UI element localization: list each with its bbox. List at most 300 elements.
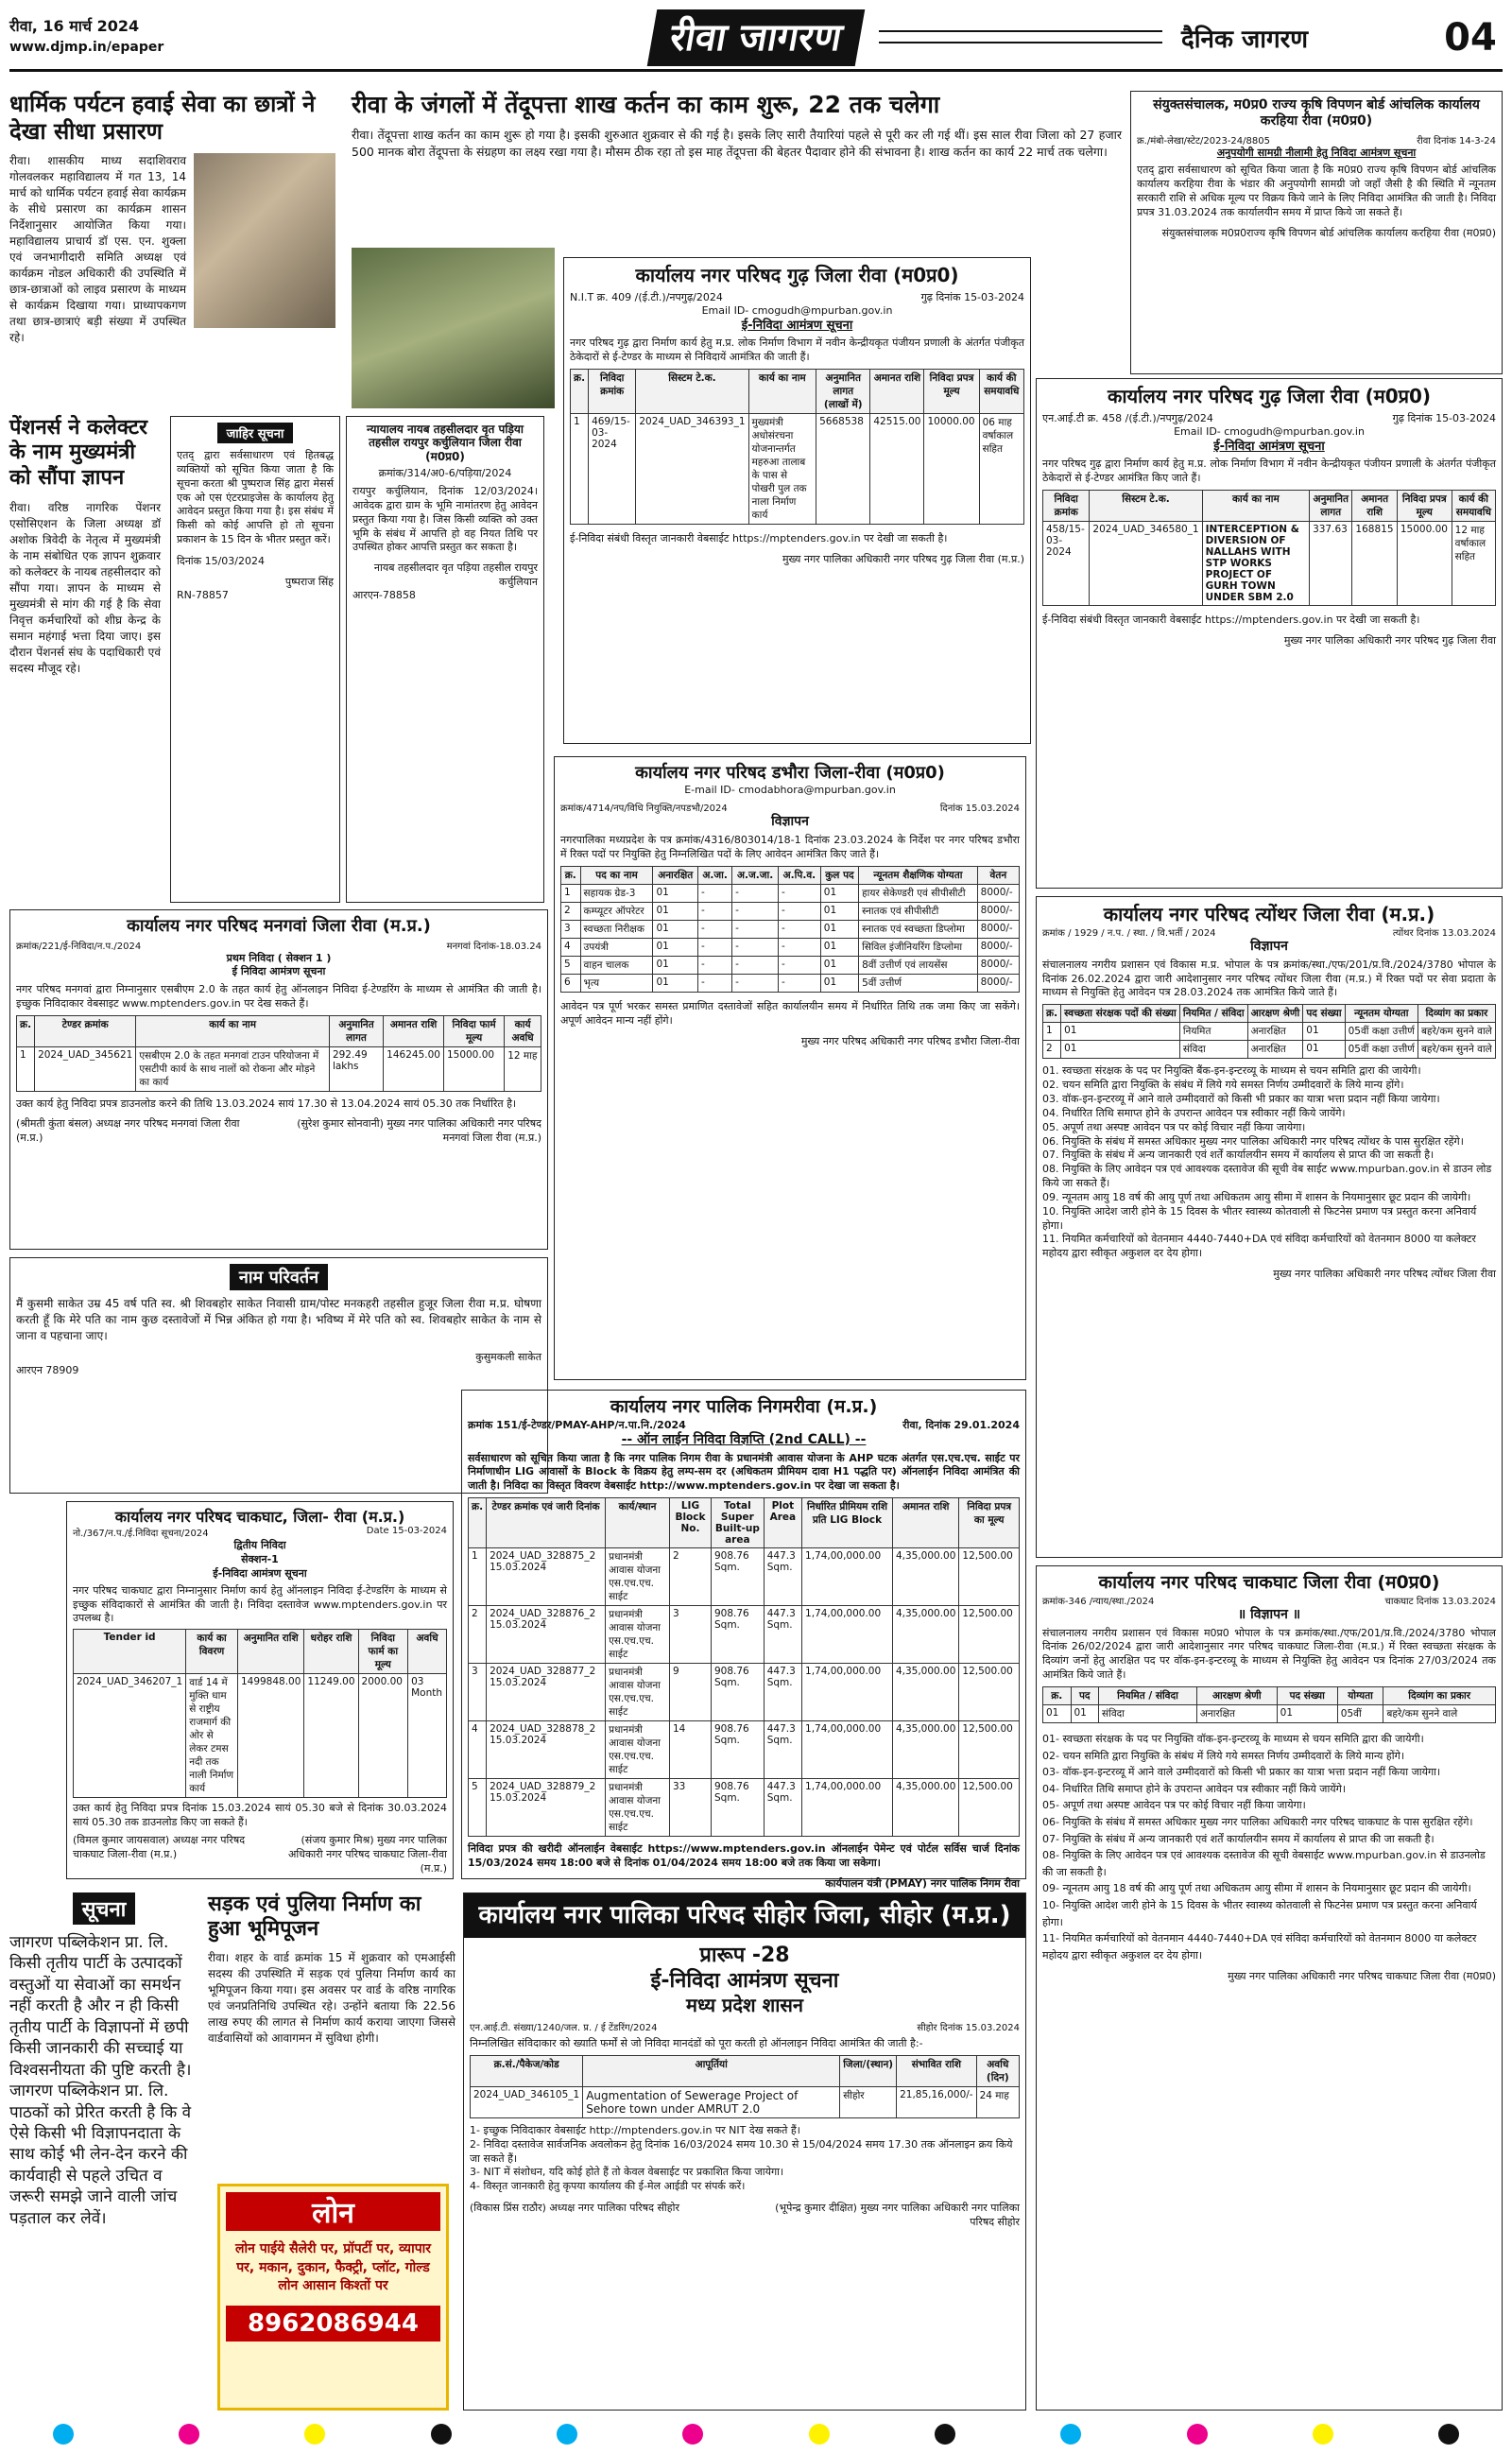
table-cell: 10000.00 [924, 414, 979, 525]
notice-ref: नो./367/न.प./ई.निविदा सूचना/2024 [73, 1529, 209, 1540]
table-cell: 5 [469, 1779, 487, 1837]
table-row [1043, 522, 1496, 606]
table-row [74, 1674, 447, 1798]
notice-signer: मुख्य नगर पालिका अधिकारी नगर परिषद त्योंथर जिला रीवा [1273, 1268, 1496, 1281]
notice-date: दिनांक 15/03/2024 [177, 554, 265, 567]
notice-chakghat-2 [1036, 1565, 1503, 2411]
notice-disclaimer [9, 1892, 198, 2411]
table-header: नियमित / संविदा [1179, 1005, 1247, 1023]
table-header: अनुमानित लागत (लाखों में) [816, 370, 870, 414]
table-cell: उपयंत्री [580, 938, 653, 956]
ad-phone[interactable]: 8962086944 [226, 2306, 440, 2342]
table-cell: 3 [561, 920, 581, 938]
notice-subtitle: ॥ विज्ञापन ॥ [1237, 1606, 1301, 1622]
table-header: कार्य का नाम [748, 370, 816, 414]
notice-subtitle: प्रथम निविदा ( सेक्शन 1 ) [226, 951, 332, 964]
notice-subtitle: ई-निविदा आमंत्रण सूचना [213, 1566, 307, 1580]
magenta-dot [179, 2424, 199, 2445]
note-item: 2- निविदा दस्तावेज सार्वजनिक अवलोकन हेतु दिनांक 16/03/2024 समय 10.30 से 15/04/2024 समय 17.30 तक ऑनलाइन क्रय किये जा सकते हैं। [470, 2137, 1013, 2165]
table-cell: 4,35,000.00 [892, 1721, 958, 1779]
table-cell: 1 [17, 1046, 35, 1091]
table-cell: 9 [669, 1664, 711, 1721]
tender-table [1042, 490, 1496, 606]
table-cell: 01 [653, 956, 698, 974]
table-cell: 15000.00 [1397, 522, 1452, 606]
cyan-dot [1060, 2424, 1081, 2445]
note-item: 08. नियुक्ति के लिए आवेदन पत्र एवं आवश्यक दस्तावेज की सूची वेब साईट www.mpurban.gov.in से डाउन लोड किये जा सकते हैं। [1042, 1163, 1492, 1190]
table-header: अ.ज.जा. [732, 866, 779, 884]
table-cell: - [732, 920, 779, 938]
table-header: कार्य का नाम [1202, 491, 1309, 522]
tender-table [16, 1015, 541, 1092]
table-cell: 447.3 Sqm. [764, 1548, 801, 1606]
epaper-url[interactable]: www.djmp.in/epaper [9, 40, 164, 55]
table-cell: स्नातक एवं सीपीसीटी [859, 902, 978, 920]
table-cell: 146245.00 [384, 1046, 444, 1091]
notice-body: रायपुर कर्चुलियान, दिनांक 12/03/2024। आवेदक द्वारा ग्राम के भूमि नामांतरण हेतु आवेदन प्रस्तुत किया गया है। जिस किसी व्यक्ति को उक्त भूमि के संबंध में आपत्ति हो वह नियत तिथि पर उपस्थित होकर आपत्ति प्रस्तुत कर सकता है। [352, 485, 538, 554]
notice-nigamriwa [461, 1390, 1026, 1890]
table-cell: 447.3 Sqm. [764, 1664, 801, 1721]
table-cell: 12,500.00 [959, 1664, 1020, 1721]
table-cell: 05वीं कक्षा उत्तीर्ण [1345, 1023, 1418, 1041]
table-cell: 1499848.00 [237, 1674, 303, 1798]
table-header: नियमित / संविदा [1099, 1686, 1197, 1704]
notice-signer: कार्यपालन यंत्री (PMAY) नगर पालिक निगम रीवा [825, 1876, 1020, 1890]
table-cell: 2024_UAD_345621 [35, 1046, 136, 1091]
table-cell: 2024_UAD_328878_2 15.03.2024 [487, 1721, 606, 1779]
table-cell: 33 [669, 1779, 711, 1837]
table-cell: कम्प्यूटर ऑपरेटर [580, 902, 653, 920]
table-row [1043, 1023, 1496, 1041]
note-item: 09. न्यूनतम आयु 18 वर्ष की आयु पूर्ण तथा अधिकतम आयु सीमा में शासन के नियमानुसार छूट प्रदान की जायेगी। [1042, 1190, 1471, 1203]
note-item: 01. स्वच्छता संरक्षक के पद पर नियुक्ति बैंक-इन-इन्टरव्यू के माध्यम से चयन समिति द्वारा की जायेगी। [1042, 1064, 1421, 1078]
table-cell: - [779, 902, 821, 920]
notes-list [470, 2124, 1020, 2194]
table-cell: एसबीएम 2.0 के तहत मनगवां टाउन परियोजना में एसटीपी कार्य के साथ नालों को रोकना और मोड़ने का कार्य [136, 1046, 330, 1091]
notice-tehsil [346, 416, 544, 903]
table-header: वेतन [977, 866, 1019, 884]
table-cell: 2000.00 [358, 1674, 408, 1798]
article-body: रीवा। शहर के वार्ड क्रमांक 15 में शुक्रवार को एमआईसी सदस्य की उपस्थिति में सड़क एवं पुलिया निर्माण कार्य का भूमिपूजन किया गया। इस अवसर पर वार्ड के वरिष्ठ नागरिक एवं जनप्रतिनिधि उपस्थित रहे। उन्होंने बताया कि 22.56 लाख रुपए की लागत से निर्माण कार्य कराया जाएगा जिससे वार्डवासियों को आवागमन में सुविधा होगी। [208, 1950, 455, 2045]
notice-email[interactable]: Email ID- cmogudh@mpurban.gov.in [701, 304, 893, 317]
table-cell: 908.76 Sqm. [711, 1664, 764, 1721]
table-row [561, 902, 1020, 920]
table-header: कार्य की समयावधि [1452, 491, 1495, 522]
note-item: 09- न्यूनतम आयु 18 वर्ष की आयु पूर्ण तथा अधिकतम आयु सीमा में शासन के नियमानुसार छूट प्रदान की जायेगी। [1042, 1882, 1471, 1895]
article-headline: पेंशनर्स ने कलेक्टर के नाम मुख्यमंत्री को सौंपा ज्ञापन [9, 416, 147, 490]
table-row [561, 974, 1020, 992]
table-cell: 24 माह [976, 2086, 1019, 2117]
table-cell: 06 माह वर्षाकाल सहित [979, 414, 1023, 525]
masthead-date: रीवा, 16 मार्च 2024 [9, 17, 140, 35]
table-cell: बहरे/कम सुनने वाले [1418, 1023, 1495, 1041]
table-cell: 2024_UAD_346105_1 [471, 2086, 583, 2117]
table-cell: 01 [820, 884, 858, 902]
table-cell: 1 [571, 414, 589, 525]
table-header: टेण्डर क्रमांक [35, 1015, 136, 1046]
table-cell: संविदा [1099, 1704, 1197, 1722]
article-headline: धार्मिक पर्यटन हवाई सेवा का छात्रों ने देखा सीधा प्रसारण [9, 91, 316, 145]
registration-strip [0, 2422, 1512, 2446]
table-header: अमानत राशि [892, 1498, 958, 1548]
table-cell: 05वीं कक्षा उत्तीर्ण [1345, 1041, 1418, 1059]
table-header: न्यूनतम शैक्षणिक योग्यता [859, 866, 978, 884]
masthead [9, 9, 1503, 72]
signer-right: (भूपेन्द्र कुमार दीक्षित) मुख्य नगर पालिका अधिकारी नगर पालिका परिषद सीहोर [775, 2202, 1020, 2228]
table-header: निविदा क्रमांक [589, 370, 636, 414]
notice-title: कार्यालय नगर परिषद त्योंथर जिला रीवा (म.प्र.) [1103, 903, 1435, 925]
table-cell: 5 [561, 956, 581, 974]
notice-date: गुढ़ दिनांक 15-03-2024 [920, 291, 1024, 303]
table-header: निविदा प्रपत्र मूल्य [1397, 491, 1452, 522]
table-cell: नियमित [1179, 1023, 1247, 1041]
table-cell: 01 [1303, 1023, 1345, 1041]
table-cell: 8000/- [977, 902, 1019, 920]
note-item: 02- चयन समिति द्वारा नियुक्ति के संबंध में लिये गये समस्त निर्णय उम्मीदवारों के लिये मान्य होंगे। [1042, 1749, 1404, 1762]
article-body: रीवा। शासकीय माध्य सदाशिवराव गोलवलकर महाविद्यालय में गत 13, 14 मार्च को धार्मिक पर्यटन हवाई सेवा कार्यक्रम के सीधे प्रसारण का कार्यक्रम शासन निर्देशानुसार आयोजित किया गया। महाविद्यालय प्राचार्य डॉ एस. एन. शुक्ला एवं जनभागीदारी समिति अध्यक्ष एवं कार्यक्रम नोडल अधिकारी की उपस्थिति में छात्र-छात्राओं को लाइव प्रसारण के माध्यम से कार्यक्रम दिखाया गया। प्राध्यापकगण तथा छात्र-छात्राएं बड़ी संख्या में उपस्थित रहे। [9, 153, 186, 344]
notice-subtitle: विज्ञापन [1250, 939, 1288, 954]
table-cell: 2024_UAD_328877_2 15.03.2024 [487, 1664, 606, 1721]
table-row [561, 920, 1020, 938]
notice-date: Date 15-03-2024 [366, 1526, 447, 1537]
table-cell: 12 माह [505, 1046, 541, 1091]
table-cell: 4 [561, 938, 581, 956]
notice-intro: निम्नलिखित संविदाकार को ख्याति फर्मों से जो निविदा मानदंडों को पूरा करती हो ऑनलाइन निविदा आमंत्रित की जाती है:- [470, 2036, 923, 2049]
note-item: 11- नियमित कर्मचारियों को वेतनमान 4440-7440+DA एवं संविदा कर्मचारियों को वेतनमान 8000 या कलेक्टर महोदय द्वारा स्वीकृत अकुशल दर देय होगा। [1042, 1932, 1477, 1961]
signer-left: (श्रीमती कुंता बंसल) अध्यक्ष नगर परिषद मनगवां जिला रीवा (म.प्र.) [16, 1116, 240, 1144]
table-cell: 3 [469, 1664, 487, 1721]
table-header: संभावित राशि [897, 2055, 976, 2086]
table-cell: INTERCEPTION & DIVERSION OF NALLAHS WITH STP WORKS PROJECT OF GURH TOWN UNDER SBM 2.0 [1202, 522, 1309, 606]
note-item: 4- विस्तृत जानकारी हेतु कृपया कार्यालय की ई-मेल आईडी पर संपर्क करें। [470, 2180, 746, 2193]
vacancy-table [1042, 1004, 1496, 1059]
table-cell: 12,500.00 [959, 1548, 1020, 1606]
table-cell: 01 [1277, 1704, 1337, 1722]
vacancy-table [1042, 1686, 1496, 1723]
notice-title: कार्यालय नगर परिषद चाकघाट, जिला- रीवा (म.प्र.) [114, 1508, 405, 1526]
table-cell: 908.76 Sqm. [711, 1606, 764, 1664]
table-header: क्र. [561, 866, 581, 884]
table-cell: 1,74,00,000.00 [802, 1548, 893, 1606]
table-cell: प्रधानमंत्री आवास योजना एस.एच.एच. साईट [606, 1664, 670, 1721]
notice-intro: संचालनालय नगरीय प्रशासन एवं विकास म.प्र. भोपाल के पत्र क्रमांक/स्था./एफ/201/प्र.वि./2024/3780 भोपाल के दिनांक 26.02.2024 द्वारा जारी आदेशानुसार नगर परिषद त्योंथर जिला रीवा (म.प्र.) में रिक्त पदों पर सेवा प्रदाता के माध्यम से नियुक्ति हेतु आवेदन पत्र 28.03.2024 तक आमंत्रित किये जाते हैं। [1042, 958, 1496, 999]
table-cell: भृत्य [580, 974, 653, 992]
article-headline: सड़क एवं पुलिया निर्माण का हुआ भूमिपूजन [208, 1892, 421, 1942]
article-body: रीवा। तेंदूपत्ता शाख कर्तन का काम शुरू हो गया है। इसकी शुरुआत शुक्रवार से की गई है। इसके लिए सारी तैयारियां पहले से पूरी कर ली गई थीं। इस साल रीवा जिला को 27 हजार 500 मानक बोरा तेंदूपत्ता के संग्रहण का लक्ष्य रखा गया है। मौसम ठीक रहा तो इस माह तेंदूपत्ता की बेहतर पैदावार होने की संभावना है। शाख कर्तन का कार्य 22 मार्च तक चलेगा। [352, 128, 1122, 159]
table-cell: 15000.00 [443, 1046, 504, 1091]
table-header: टेण्डर क्रमांक एवं जारी दिनांक [487, 1498, 606, 1548]
table-cell: 1,74,00,000.00 [802, 1779, 893, 1837]
table-header: LIG Block No. [669, 1498, 711, 1548]
table-header: अवधि [408, 1630, 447, 1674]
notice-case: क्रमांक/314/अ0-6/पड़िया/2024 [378, 467, 512, 480]
article-tourism [9, 91, 335, 403]
note-item: 01- स्वच्छता संरक्षक के पद पर नियुक्ति वॉक-इन-इन्टरव्यू के माध्यम से चयन समिति द्वारा की जायेगी। [1042, 1732, 1424, 1745]
table-cell: स्वच्छता निरीक्षक [580, 920, 653, 938]
notice-date: रीवा दिनांक 14-3-24 [1417, 135, 1496, 147]
table-cell: - [698, 884, 732, 902]
table-cell: - [732, 902, 779, 920]
table-cell: 1,74,00,000.00 [802, 1721, 893, 1779]
table-row [561, 956, 1020, 974]
notice-body: एतद् द्वारा सर्वसाधारण को सूचित किया जाता है कि म0प्र0 राज्य कृषि विपणन बोर्ड आंचलिक कार्यालय करहिया रीवा के भंडार की अनुपयोगी सामग्री जो जहाँ जैसी है की स्थिति में न्यूनतम सरकारी राशि से अधिक मूल्य पर विक्रय किये जाने के लिए निविदा आमंत्रित की जाती है। निविदा प्रपत्र 31.03.2024 तक कार्यालयीन समय में प्राप्त किये जा सकते हैं। [1137, 164, 1496, 218]
table-cell: - [698, 902, 732, 920]
notice-public [170, 416, 340, 903]
table-cell: 2024_UAD_328876_2 15.03.2024 [487, 1606, 606, 1664]
table-header: Plot Area [764, 1498, 801, 1548]
ad-body: लोन पाईये सैलेरी पर, प्रॉपर्टी पर, व्यापार पर, मकान, दुकान, फैक्ट्री, प्लॉट, गोल्ड लोन आसान किश्तों पर [234, 2241, 432, 2294]
table-cell: 4,35,000.00 [892, 1548, 958, 1606]
table-header: सिस्टम टे.क. [636, 370, 748, 414]
ad-loan [217, 2184, 449, 2411]
notice-sehore [463, 1892, 1026, 2411]
table-cell: 01 [1303, 1041, 1345, 1059]
table-header: अ.पि.व. [779, 866, 821, 884]
table-cell: 01 [653, 902, 698, 920]
table-cell: 2 [561, 902, 581, 920]
table-cell: - [698, 920, 732, 938]
ad-title: लोन [226, 2192, 440, 2231]
table-header: अमानत राशि [870, 370, 924, 414]
note-item: 06. नियुक्ति के संबंध में समस्त अधिकार मुख्य नगर पालिका अधिकारी नगर परिषद त्योंथर के पास सुरक्षित रहेंगे। [1042, 1134, 1464, 1148]
yellow-dot [304, 2424, 325, 2445]
table-cell: 2 [1043, 1041, 1061, 1059]
tender-table [73, 1629, 447, 1798]
notice-rn: आरएन 78909 [16, 1364, 79, 1377]
table-header: अनुमानित लागत [329, 1015, 383, 1046]
table-cell: 01 [1061, 1041, 1180, 1059]
table-row [471, 2086, 1020, 2117]
notice-rn: आरएन-78858 [352, 589, 416, 602]
notice-ref: क्रमांक / 1929 / न.प. / स्था. / वि.भर्ती / 2024 [1042, 928, 1216, 939]
table-cell: 8000/- [977, 884, 1019, 902]
notice-terms: निविदा प्रपत्र की खरीदी ऑनलाईन वेबसाईट https://www.mptenders.gov.in ऑनलाईन पेमेन्ट एवं पोर्टल सर्विस चार्ज दिनांक 15/03/2024 समय 18:00 बजे से दिनांक 01/04/2024 समय 18:00 बजे तक किया जा सकेगा। [468, 1842, 1020, 1869]
notice-body: एतद् द्वारा सर्वसाधारण एवं हितबद्ध व्यक्तियों को सूचित किया जाता है कि सूचना करता श्री पुष्पराज सिंह द्वारा मेसर्स एक ओ एस एंटरप्राइजेस के कार्यालय हेतु आवेदन प्रस्तुत किया गया है। इस संबंध में किसी को कोई आपत्ति हो तो सूचना प्रकाशन के 15 दिन के भीतर प्रस्तुत करें। [177, 449, 334, 546]
table-cell: प्रधानमंत्री आवास योजना एस.एच.एच. साईट [606, 1606, 670, 1664]
table-cell: 337.63 [1310, 522, 1352, 606]
table-cell: अनारक्षित [1247, 1023, 1303, 1041]
table-header: Tender id [74, 1630, 186, 1674]
table-header: कार्य की समयावधि [979, 370, 1023, 414]
table-cell: प्रधानमंत्री आवास योजना एस.एच.एच. साईट [606, 1721, 670, 1779]
table-cell: - [732, 884, 779, 902]
notice-subtitle: सेक्शन-1 [241, 1553, 279, 1566]
table-header: Total Super Built-up area [711, 1498, 764, 1548]
table-cell: स्नातक एवं स्वच्छता डिप्लोमा [859, 920, 978, 938]
notice-intro: नगर परिषद चाकघाट द्वारा निम्नानुसार निर्माण कार्य हेतु ऑनलाइन निविदा ई-टेण्डरिंग के माध्यम से इच्छुक संविदाकारों से आमंत्रित की जाती है। निविदा दस्तावेज www.mptenders.gov.in पर उपलब्ध है। [73, 1583, 447, 1625]
notice-body: मैं कुसमी साकेत उम्र 45 वर्ष पति स्व. श्री शिवबहोर साकेत निवासी ग्राम/पोस्ट मनकहरी तहसील हुजूर जिला रीवा म.प्र. घोषणा करती हूँ कि मेरे पति का नाम कुछ दस्तावेजों में भिन्न अंकित हो गया है। भविष्य में मेरे पति को स्व. शिवबहोर साकेत के नाम से जाना व पहचाना जाए। [16, 1297, 541, 1343]
table-cell: 12,500.00 [959, 1606, 1020, 1664]
table-cell: 8वीं उत्तीर्ण एवं लायसेंस [859, 956, 978, 974]
notice-subtitle: ई-निविदा आमंत्रण सूचना [741, 318, 853, 333]
table-cell: 1 [561, 884, 581, 902]
notice-manganwa-1 [9, 909, 548, 1250]
table-cell: - [779, 920, 821, 938]
table-header: न्यूनतम योग्यता [1345, 1005, 1418, 1023]
table-header: धरोहर राशि [304, 1630, 358, 1674]
note-item: 10. नियुक्ति आदेश जारी होने के 15 दिवस के भीतर स्वास्थ्य कोतवाली से फिटनेस प्रमाण पत्र प्रस्तुत करना अनिवार्य होगा। [1042, 1204, 1477, 1232]
table-header: निर्धारित प्रीमियम राशि प्रति LIG Block [802, 1498, 893, 1548]
table-cell: - [698, 938, 732, 956]
notice-state: मध्य प्रदेश शासन [685, 1993, 803, 2016]
table-cell: 01 [653, 974, 698, 992]
note-item: 04- निर्धारित तिथि समाप्त होने के उपरान्त आवेदन पत्र स्वीकार नहीं किये जायेंगे। [1042, 1782, 1347, 1795]
notice-terms: ई-निविदा संबंधी विस्तृत जानकारी वेबसाईट https://mptenders.gov.in पर देखी जा सकती है। [570, 532, 948, 545]
notice-chakghat-1 [66, 1501, 454, 1879]
table-row [1043, 1041, 1496, 1059]
table-cell: 01 [820, 956, 858, 974]
table-cell: संविदा [1179, 1041, 1247, 1059]
signer-right: (संजय कुमार मिश्र) मुख्य नगर पालिका अधिकारी नगर परिषद चाकघाट जिला-रीवा (म.प्र.) [287, 1833, 447, 1875]
table-header: योग्यता [1337, 1686, 1383, 1704]
table-row [469, 1664, 1020, 1721]
notice-ref: क्रमांक 151/ई-टेण्डर/PMAY-AHP/न.पा.नि./2024 [468, 1418, 686, 1431]
table-cell: 01 [653, 920, 698, 938]
note-item: 10- नियुक्ति आदेश जारी होने के 15 दिवस के भीतर स्वास्थ्य कोतवाली से फिटनेस प्रमाण पत्र प्रस्तुत करना अनिवार्य होगा। [1042, 1898, 1477, 1928]
notice-intro: नगरपालिका मध्यप्रदेश के पत्र क्रमांक/4316/803014/18-1 दिनांक 23.03.2024 के निर्देश पर नगर परिषद डभौरा में रिक्त पदों पर नियुक्ति हेतु निम्नलिखित पदों के लिए आवेदन आमंत्रित किए जाते हैं। [560, 834, 1020, 861]
notice-subtitle: ई निविदा आमंत्रण सूचना [232, 965, 326, 978]
notice-title: कार्यालय नगर पालिका परिषद सीहोर जिला, सीहोर (म.प्र.) [478, 1901, 1011, 1929]
notice-ref: N.I.T क्र. 409 /(ई.टी.)/नपगुढ़/2024 [570, 291, 723, 303]
table-header: निविदा प्रपत्र मूल्य [924, 370, 979, 414]
table-cell: 11249.00 [304, 1674, 358, 1798]
table-cell: प्रधानमंत्री आवास योजना एस.एच.एच. साईट [606, 1779, 670, 1837]
notice-intro: नगर परिषद गुढ़ द्वारा निर्माण कार्य हेतु म.प्र. लोक निर्माण विभाग में नवीन केन्द्रीयकृत पंजीयन प्रणाली के अंतर्गत पंजीकृत ठेकेदारों से ई-टेण्डर के माध्यम से निविदायें आमंत्रित की जाती हैं। [570, 337, 1024, 364]
notice-title: कार्यालय नगर परिषद गुढ़ जिला रीवा (म0प्र0) [1107, 385, 1432, 407]
table-cell: - [732, 938, 779, 956]
table-header: पद का नाम [580, 866, 653, 884]
table-row [571, 414, 1024, 525]
students-photo [194, 153, 335, 328]
table-header: निविदा क्रमांक [1043, 491, 1090, 522]
table-cell: - [698, 956, 732, 974]
notice-terms: आवेदन पत्र पूर्ण भरकर समस्त प्रमाणित दस्तावेजों सहित कार्यालयीन समय में निर्धारित तिथि तक जमा किए जा सकेंगे। अपूर्ण आवेदन मान्य नहीं होंगे। [560, 999, 1020, 1027]
yellow-dot [809, 2424, 830, 2445]
table-cell: 2024_UAD_346207_1 [74, 1674, 186, 1798]
table-header: अमानत राशि [1352, 491, 1397, 522]
paper-name: दैनिक जागरण [1181, 26, 1309, 54]
notice-signer: पुष्पराज सिंह [284, 575, 334, 588]
vacancy-table [560, 866, 1020, 993]
notice-date: चाकघाट दिनांक 13.03.2024 [1384, 1596, 1496, 1607]
table-cell: 01 [653, 884, 698, 902]
notice-ref: क्रमांक-346 /न्याय/स्था./2024 [1042, 1596, 1155, 1607]
table-cell: - [698, 974, 732, 992]
notice-ref: एन.आई.टी क्र. 458 /(ई.टी.)/नपगुढ़/2024 [1042, 412, 1213, 424]
table-row [469, 1779, 1020, 1837]
table-cell: 12,500.00 [959, 1779, 1020, 1837]
note-item: 03- वॉक-इन-इन्टरव्यू में आने वाले उम्मीदवारों को किसी भी प्रकार का यात्रा भत्ता प्रदान नहीं किया जायेगा। [1042, 1766, 1441, 1779]
notice-intro: संचालनालय नगरीय प्रशासन एवं विकास म0प्र0 भोपाल के पत्र क्रमांक/स्था./एफ/201/प्र.वि./2024/3780 भोपाल दिनांक 26/02/2024 द्वारा जारी आदेशानुसार नगर परिषद चाकघाट जिला-रीवा (म.प्र.) में रिक्त स्वच्छता संरक्षक के दिव्यांग जनों हेतु आरक्षित पद पर वॉक-इन-इन्टरव्यू के माध्यम से नियुक्ति हेतु आवेदन पत्र दिनांक 27/03/2024 तक आमंत्रित किये जाते हैं। [1042, 1626, 1496, 1682]
table-cell: 05वीं [1337, 1704, 1383, 1722]
table-cell: 01 [1071, 1704, 1099, 1722]
table-cell: 5वीं उत्तीर्ण [859, 974, 978, 992]
table-cell: सिविल इंजीनियरिंग डिप्लोमा [859, 938, 978, 956]
table-row [469, 1548, 1020, 1606]
article-pension [9, 416, 161, 903]
notice-signer: मुख्य नगर पालिका अधिकारी नगर परिषद गुढ़ जिला रीवा (म.प्र.) [782, 552, 1024, 565]
notice-terms: उक्त कार्य हेतु निविदा प्रपत्र डाउनलोड करने की तिथि 13.03.2024 सायं 17.30 से 13.04.2024 सायं 05.30 तक निर्धारित है। [16, 1097, 517, 1110]
table-cell: 8000/- [977, 974, 1019, 992]
table-header: अवधि (दिन) [976, 2055, 1019, 2086]
tender-table [470, 2055, 1020, 2118]
notice-title: कार्यालय नगर परिषद मनगवां जिला रीवा (म.प्र.) [127, 916, 431, 936]
notice-tyonthar [1036, 896, 1503, 1558]
masthead-rule [879, 30, 1162, 43]
notice-ref: क्र./मंबो-लेखा/स्टेट/2023-24/8805 [1137, 135, 1270, 147]
table-header: कार्य अवधि [505, 1015, 541, 1046]
notice-date: त्योंथर दिनांक 13.03.2024 [1392, 928, 1496, 939]
table-cell: 8000/- [977, 938, 1019, 956]
table-header: निविदा फार्म मूल्य [443, 1015, 504, 1046]
table-cell: 01 [820, 920, 858, 938]
table-cell: - [779, 956, 821, 974]
notice-signer: नायब तहसीलदार वृत पड़िया तहसील रायपुर कर्चुलियान [373, 562, 538, 589]
table-header: निविदा प्रपत्र का मूल्य [959, 1498, 1020, 1548]
notice-email[interactable]: Email ID- cmogudh@mpurban.gov.in [1174, 425, 1365, 438]
table-cell: - [732, 974, 779, 992]
city-banner: रीवा जागरण [647, 9, 866, 66]
table-header: आरक्षण श्रेणी [1196, 1686, 1277, 1704]
note-item: 05. अपूर्ण तथा अस्पष्ट आवेदन पत्र पर कोई विचार नहीं किया जायेगा। [1042, 1120, 1306, 1133]
notice-signer: मुख्य नगर पालिका अधिकारी नगर परिषद गुढ़ जिला रीवा [1283, 633, 1496, 647]
table-header: अनुमानित लागत [1310, 491, 1352, 522]
table-cell: मुख्यमंत्री अधोसंरचना योजनान्तर्गत महरुआ तालाब के पास से पोखरी पुल तक नाला निर्माण कार्य [748, 414, 816, 525]
notice-title: जाहिर सूचना [217, 423, 294, 443]
table-cell: 8000/- [977, 956, 1019, 974]
notice-signer: कुसुमकली साकेत [475, 1351, 541, 1364]
table-cell: 42515.00 [870, 414, 924, 525]
note-item: 11. नियमित कर्मचारियों को वेतनमान 4440-7440+DA एवं संविदा कर्मचारियों को वेतनमान 8000 या कलेक्टर महोदय द्वारा स्वीकृत अकुशल दर देय होगा। [1042, 1233, 1476, 1260]
table-header: कुल पद [820, 866, 858, 884]
notice-gurh-2 [1036, 378, 1503, 889]
notice-terms: उक्त कार्य हेतु निविदा प्रपत्र दिनांक 15.03.2024 सायं 05.30 बजे से दिनांक 30.03.2024 सायं 05.30 तक डाउनलोड किए जा सकते हैं। [73, 1802, 447, 1829]
notes-list [1042, 1731, 1496, 1963]
table-cell: 6 [561, 974, 581, 992]
table-cell: 168815 [1352, 522, 1397, 606]
table-cell: 2024_UAD_328879_2 15.03.2024 [487, 1779, 606, 1837]
table-cell: - [779, 884, 821, 902]
table-row [561, 938, 1020, 956]
table-cell: 4,35,000.00 [892, 1664, 958, 1721]
table-cell: 458/15-03-2024 [1043, 522, 1090, 606]
table-cell: 2024_UAD_346580_1 [1090, 522, 1202, 606]
notice-title: कार्यालय नगर परिषद डभौरा जिला-रीवा (म0प्र0) [635, 763, 945, 783]
table-cell: 21,85,16,000/- [897, 2086, 976, 2117]
notes-list [1042, 1064, 1496, 1261]
notice-title: न्यायालय नायब तहसीलदार वृत पड़िया तहसील रायपुर कर्चुलियान जिला रीवा (म0प्र0) [367, 423, 524, 463]
table-header: अ.जा. [698, 866, 732, 884]
table-cell: 2 [669, 1548, 711, 1606]
table-cell: 4,35,000.00 [892, 1606, 958, 1664]
table-cell: 2024_UAD_346393_1 [636, 414, 748, 525]
notice-title: सूचना [73, 1892, 136, 1925]
forest-photo [352, 248, 555, 408]
table-cell: 8000/- [977, 920, 1019, 938]
notice-subtitle: ई-निविदा आमंत्रण सूचना [650, 1968, 839, 1993]
table-cell: 01 [653, 938, 698, 956]
notice-date: गुढ़ दिनांक 15-03-2024 [1392, 412, 1496, 424]
article-road [208, 1892, 455, 2176]
table-cell: 12 माह वर्षाकाल सहित [1452, 522, 1495, 606]
table-header: निविदा फार्म का मूल्य [358, 1630, 408, 1674]
table-cell: बहरे/कम सुनने वाले [1383, 1704, 1496, 1722]
notice-gurh-1 [563, 257, 1031, 744]
table-header: क्र. [1043, 1005, 1061, 1023]
note-item: 08- नियुक्ति के लिए आवेदन पत्र एवं आवश्यक दस्तावेज की सूची वेबसाईट www.mpurban.gov.in से डाउनलोड की जा सकती है। [1042, 1849, 1486, 1878]
table-cell: 447.3 Sqm. [764, 1606, 801, 1664]
notice-email[interactable]: E-mail ID- cmodabhora@mpurban.gov.in [684, 783, 896, 796]
